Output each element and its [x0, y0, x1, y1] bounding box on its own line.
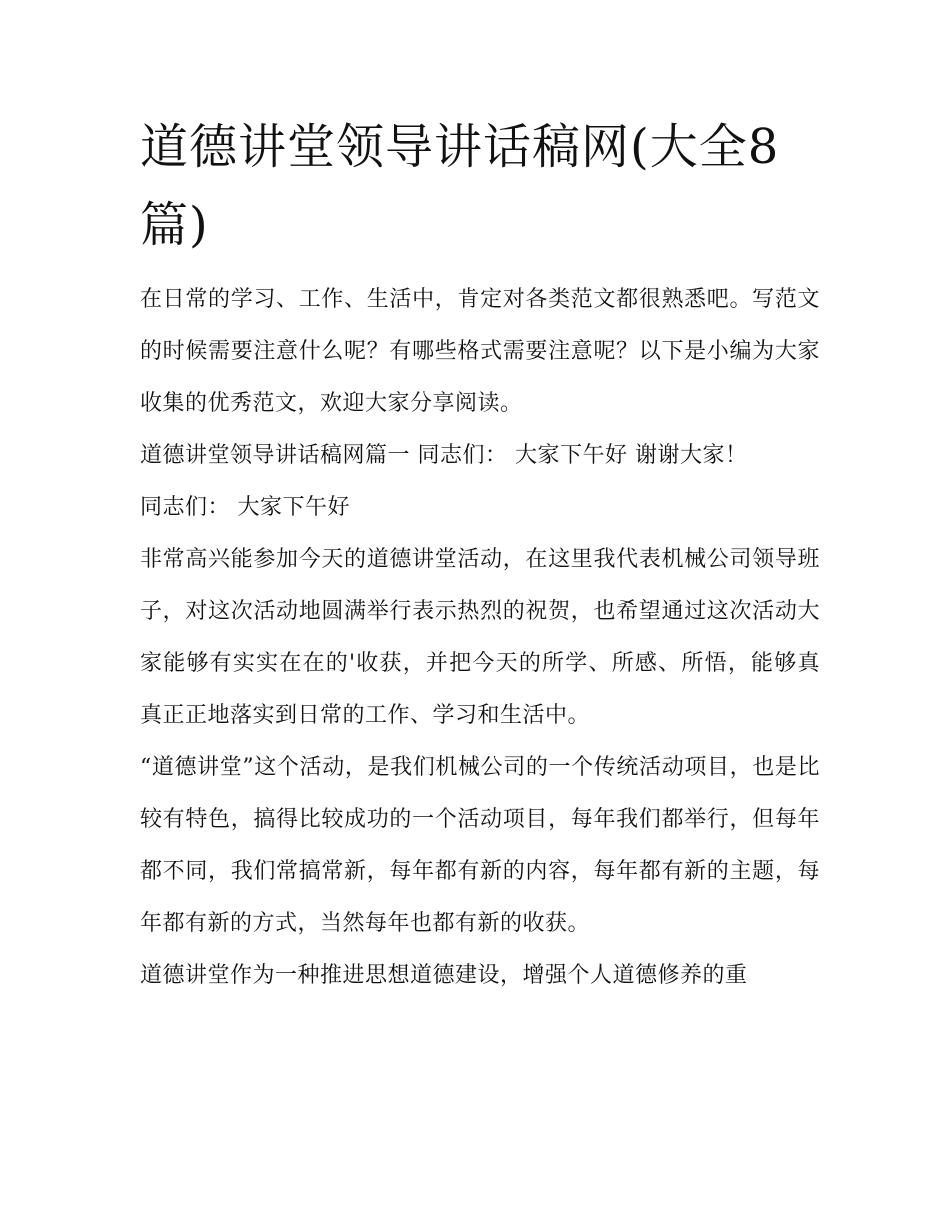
- section-heading-paragraph: 道德讲堂领导讲话稿网篇一 同志们： 大家下午好 谢谢大家！: [140, 443, 748, 468]
- body-paragraph: 道德讲堂作为一种推进思想道德建设，增强个人道德修养的重: [140, 963, 748, 988]
- document-page: [140, 108, 820, 1002]
- greeting-paragraph: 同志们： 大家下午好: [140, 495, 350, 520]
- body-paragraph: “道德讲堂”这个活动，是我们机械公司的一个传统活动项目，也是比较有特色，搞得比较成功的一个活动项目，每年我们都举行，但每年都不同，我们常搞常新，每年都有新的内容，每年都有新的主题，每年都有新的方式，当然每年也都有新的收获。: [140, 755, 820, 936]
- body-paragraph: 非常高兴能参加今天的道德讲堂活动，在这里我代表机械公司领导班子，对这次活动地圆满举行表示热烈的祝贺，也希望通过这次活动大家能够有实实在在的'收获，并把今天的所学、所感、所悟，能够真真正正地落实到日常的工作、学习和生活中。: [140, 547, 820, 728]
- intro-paragraph: 在日常的学习、工作、生活中，肯定对各类范文都很熟悉吧。写范文的时候需要注意什么呢？有哪些格式需要注意呢？以下是小编为大家收集的优秀范文，欢迎大家分享阅读。: [140, 287, 820, 416]
- document-title: 道德讲堂领导讲话稿网(大全8篇): [140, 119, 780, 253]
